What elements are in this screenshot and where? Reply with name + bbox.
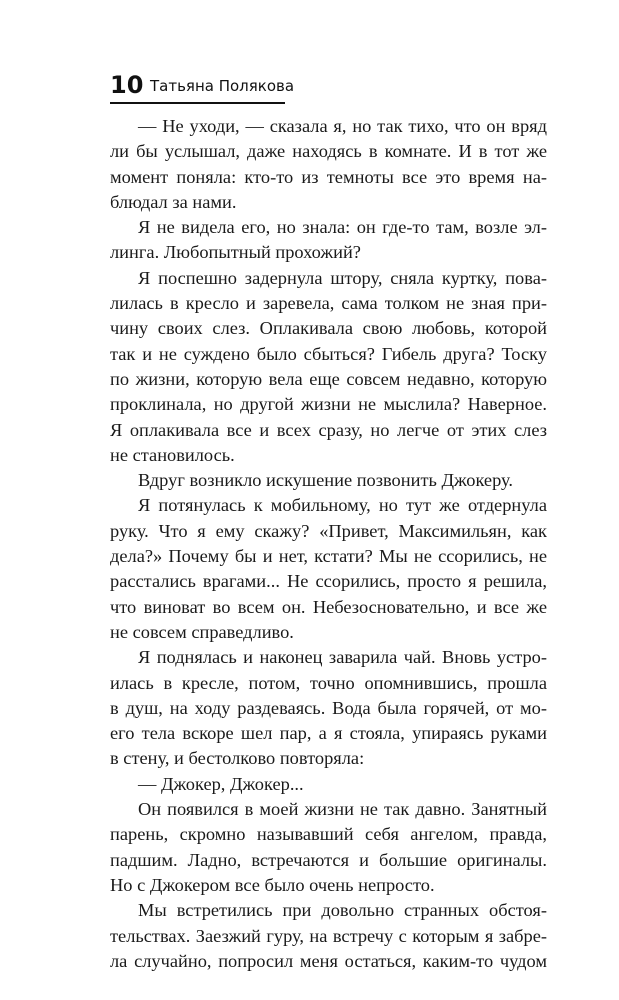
running-title-author: Татьяна Полякова bbox=[150, 77, 295, 95]
text-line: парень, скромно называвший себя ангелом, правда, bbox=[110, 824, 547, 845]
text-line: руку. Что я ему скажу? «Привет, Максимильян, как bbox=[110, 520, 547, 541]
page-number: 10 bbox=[110, 71, 144, 99]
text-line: в душ, на ходу раздеваясь. Вода была горячей, от мо- bbox=[110, 697, 547, 718]
text-line: расстались врагами... Не ссорились, просто я решила, bbox=[110, 571, 547, 592]
text-line: в стену, и бестолково повторяла: bbox=[110, 748, 365, 769]
text-line: Но с Джокером все было очень непросто. bbox=[110, 874, 435, 895]
text-line: Мы встретились при довольно странных обстоя- bbox=[138, 900, 547, 921]
text-line: блюдал за нами. bbox=[110, 191, 237, 212]
text-line: Я оплакивала все и всех сразу, но легче от этих слез bbox=[110, 419, 547, 440]
body-text bbox=[110, 114, 547, 974]
text-line: Я поднялась и наконец заварила чай. Вновь устро- bbox=[138, 647, 547, 668]
text-line: момент поняла: кто-то из темноты все это время на- bbox=[110, 166, 547, 187]
text-line: чину своих слез. Оплакивала свою любовь, которой bbox=[110, 318, 547, 339]
text-line: лилась в кресло и заревела, сама толком не зная при- bbox=[110, 293, 547, 314]
text-line: проклинала, но другой жизни не мыслила? Наверное. bbox=[110, 394, 547, 415]
text-line: линга. Любопытный прохожий? bbox=[110, 242, 361, 263]
text-line: Я не видела его, но знала: он где-то там, возле эл- bbox=[138, 217, 547, 238]
text-line: его тела вскоре шел пар, а я стояла, упираясь руками bbox=[110, 723, 547, 744]
text-line: дела?» Почему бы и нет, кстати? Мы не ссорились, не bbox=[110, 546, 547, 567]
text-line: что виноват во всем он. Небезосновательно, и все же bbox=[110, 596, 547, 617]
text-line: не становилось. bbox=[110, 444, 235, 465]
text-line: не совсем справедливо. bbox=[110, 621, 294, 642]
text-line: Вдруг возникло искушение позвонить Джокеру. bbox=[138, 470, 513, 491]
text-line: ла случайно, попросил меня остаться, каким-то чудом bbox=[110, 950, 547, 971]
text-line: ли бы услышал, даже находясь в комнате. И в тот же bbox=[110, 141, 547, 162]
text-line: падшим. Ладно, встречаются и большие оригиналы. bbox=[110, 849, 547, 870]
text-line: по жизни, которую вела еще совсем недавно, которую bbox=[110, 368, 547, 389]
text-line: Я поспешно задернула штору, сняла куртку, пова- bbox=[138, 267, 547, 288]
text-line: так и не суждено было сбыться? Гибель друга? Тоску bbox=[110, 343, 547, 364]
text-line: тельствах. Заезжий гуру, на встречу с которым я забре- bbox=[110, 925, 547, 946]
text-line: Я потянулась к мобильному, но тут же отдернула bbox=[138, 495, 547, 516]
text-line: илась в кресле, потом, точно опомнившись, прошла bbox=[110, 672, 547, 693]
text-line: Он появился в моей жизни не так давно. Занятный bbox=[138, 799, 547, 820]
running-header bbox=[110, 70, 295, 104]
text-line: — Не уходи, — сказала я, но так тихо, что он вряд bbox=[138, 116, 547, 136]
text-line: — Джокер, Джокер... bbox=[138, 773, 304, 794]
header-rule bbox=[110, 102, 285, 104]
